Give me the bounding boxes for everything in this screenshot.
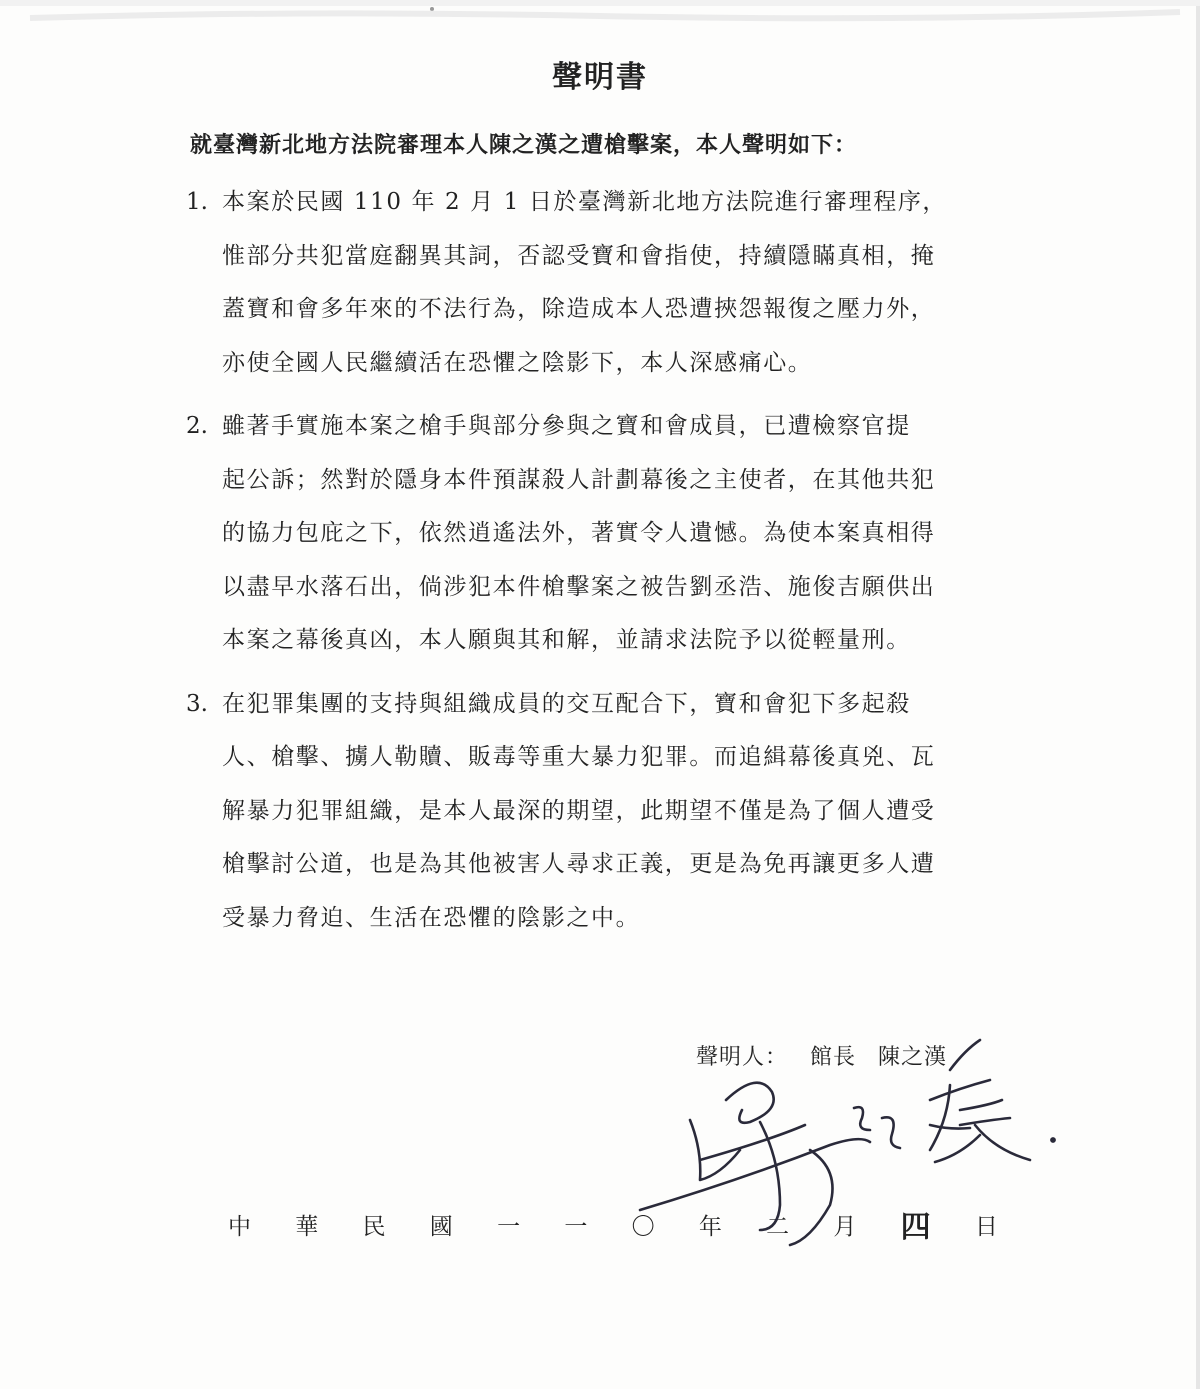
item-line: 受暴力脅迫、生活在恐懼的陰影之中。 bbox=[222, 904, 641, 931]
item-line: 本案之幕後真凶，本人願與其和解，並請求法院予以從輕量刑。 bbox=[222, 627, 911, 653]
date-char: 民 bbox=[362, 1214, 386, 1240]
item-line: 本案於民國 110 年 2 月 1 日於臺灣新北地方法院進行審理程序， bbox=[222, 189, 948, 215]
item-line: 槍擊討公道，也是為其他被害人尋求正義，更是為免再讓更多人遭 bbox=[222, 851, 936, 877]
item-line: 解暴力犯罪組織，是本人最深的期望，此期望不僅是為了個人遭受 bbox=[222, 797, 936, 824]
document-title: 聲明書 bbox=[552, 60, 648, 95]
date-char: 國 bbox=[429, 1214, 453, 1240]
date-char: 月 bbox=[833, 1214, 857, 1240]
handwritten-signature bbox=[630, 1030, 1070, 1260]
intro-statement: 就臺灣新北地方法院審理本人陳之漢之遭槍擊案，本人聲明如下： bbox=[190, 132, 858, 158]
item-line: 亦使全國人民繼續活在恐懼之陰影下，本人深感痛心。 bbox=[222, 349, 813, 376]
statement-item bbox=[186, 400, 1006, 668]
date-char: 〇 bbox=[631, 1214, 655, 1240]
declarant-name: 陳之漢 bbox=[878, 1045, 948, 1070]
item-number: 2. bbox=[186, 413, 208, 439]
date-char: 二 bbox=[766, 1214, 790, 1240]
item-line: 人、槍擊、擄人勒贖、販毒等重大暴力犯罪。而追緝幕後真兇、瓦 bbox=[222, 744, 936, 770]
item-line: 惟部分共犯當庭翻異其詞，否認受寶和會指使，持續隱瞞真相，掩 bbox=[222, 242, 936, 269]
item-line: 起公訴；然對於隱身本件預謀殺人計劃幕後之主使者，在其他共犯 bbox=[222, 466, 936, 493]
statement-item bbox=[186, 176, 1006, 390]
date-char: 一 bbox=[564, 1214, 588, 1240]
declarant-label: 聲明人： bbox=[696, 1045, 789, 1070]
date-char-handwritten: 四 bbox=[900, 1210, 931, 1245]
date-char: 日 bbox=[974, 1214, 998, 1240]
item-number: 1. bbox=[186, 189, 208, 215]
date-char: 華 bbox=[295, 1214, 319, 1240]
date-char: 一 bbox=[497, 1214, 521, 1240]
item-number: 3. bbox=[186, 690, 208, 717]
item-line: 雖著手實施本案之槍手與部分參與之寶和會成員，已遭檢察官提 bbox=[222, 413, 911, 439]
date-char: 年 bbox=[698, 1214, 722, 1240]
item-line: 在犯罪集團的支持與組織成員的交互配合下，寶和會犯下多起殺 bbox=[222, 690, 911, 717]
item-line: 蓋寶和會多年來的不法行為，除造成本人恐遭挾怨報復之壓力外， bbox=[222, 296, 936, 322]
item-line: 的協力包庇之下，依然逍遙法外，著實令人遺憾。為使本案真相得 bbox=[222, 520, 936, 546]
item-line: 以盡早水落石出，倘涉犯本件槍擊案之被告劉丞浩、施俊吉願供出 bbox=[222, 573, 936, 600]
statement-items bbox=[186, 176, 1006, 955]
date-char: 中 bbox=[228, 1214, 251, 1240]
declarant-role: 館長 bbox=[810, 1045, 857, 1070]
statement-item bbox=[186, 678, 1006, 946]
